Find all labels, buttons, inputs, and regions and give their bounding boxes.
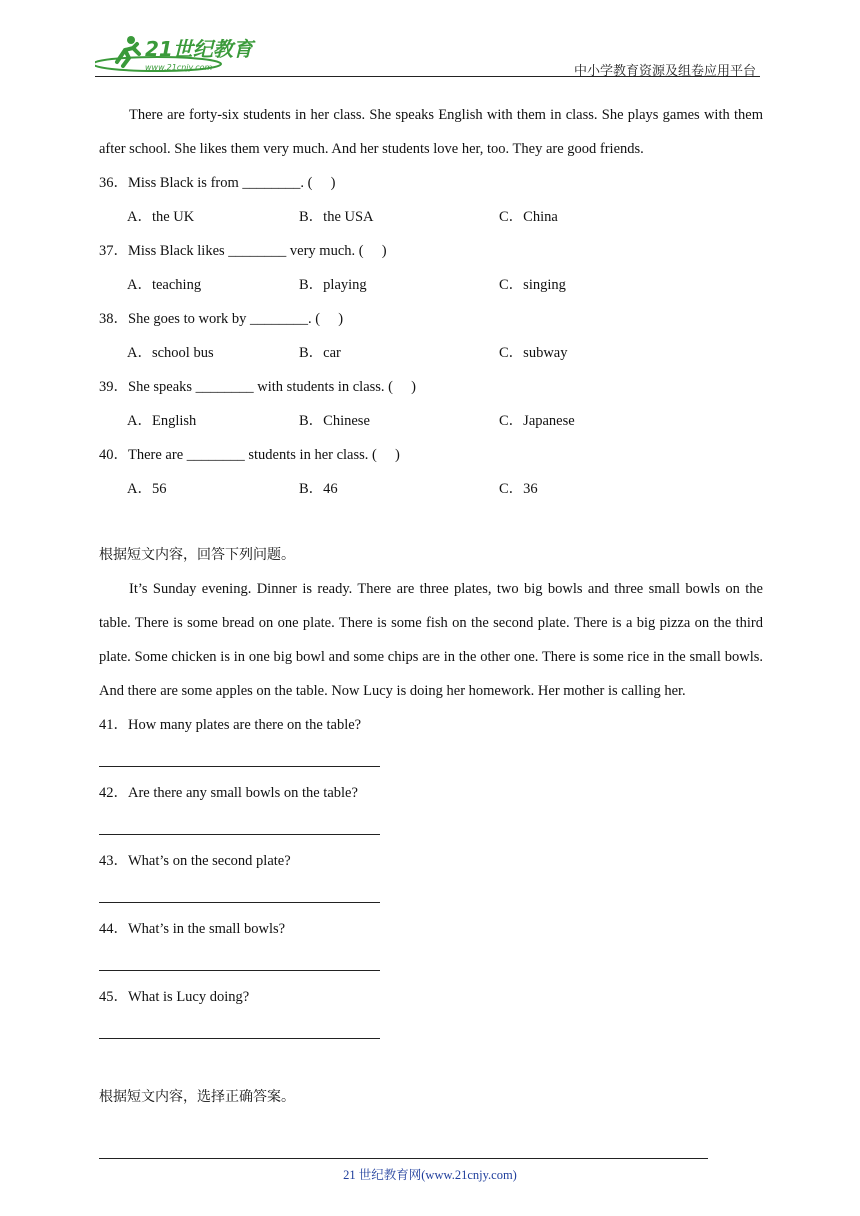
answer-line-45[interactable] xyxy=(99,1014,763,1048)
passage-1-tail: There are forty-six students in her class. She speaks English with them in class. She plays games with them after school. She likes them very much. And her students love her, too. They are good friends. xyxy=(99,107,763,157)
section-2-heading: 根据短文内容，回答下列问题。 xyxy=(99,547,295,563)
question-41: 41．How many plates are there on the table? xyxy=(99,717,362,733)
question-stem: 36．Miss Black is from ________. ( ) xyxy=(99,175,336,191)
options-row xyxy=(99,336,763,370)
platform-name: 中小学教育资源及组卷应用平台 xyxy=(573,64,756,79)
option-c: C．36 xyxy=(499,481,538,497)
header-rule xyxy=(95,76,760,77)
page-header xyxy=(95,32,760,78)
answer-line-43[interactable] xyxy=(99,878,763,912)
option-a: A．English xyxy=(127,413,197,429)
page-content xyxy=(99,98,763,1114)
passage-2: It’s Sunday evening. Dinner is ready. There are three plates, two big bowls and three small bowls on the table. There is some bread on one plate. There is some fish on the second plate. There is a big pizza on the third plate. Some chicken is in one big bowl and some chips are in the other one. There is some rice in the small bowls. And there are some apples on the table. Now Lucy is doing her homework. Her mother is calling her. xyxy=(99,581,763,699)
option-a: A．teaching xyxy=(127,277,202,293)
question-45: 45．What is Lucy doing? xyxy=(99,989,250,1005)
option-b: B．Chinese xyxy=(299,413,370,429)
answer-line-41[interactable] xyxy=(99,742,763,776)
option-a: A．the UK xyxy=(127,209,195,225)
question-44: 44．What’s in the small bowls? xyxy=(99,921,286,937)
section-3-heading: 根据短文内容，选择正确答案。 xyxy=(99,1089,295,1105)
options-row xyxy=(99,472,763,506)
question-37 xyxy=(99,234,763,302)
option-b: B．46 xyxy=(299,481,338,497)
answer-line-42[interactable] xyxy=(99,810,763,844)
question-39 xyxy=(99,370,763,438)
question-42: 42．Are there any small bowls on the table? xyxy=(99,785,358,801)
option-a: A．school bus xyxy=(127,345,214,361)
options-row xyxy=(99,200,763,234)
question-43: 43．What’s on the second plate? xyxy=(99,853,291,869)
section-gap xyxy=(99,506,763,538)
option-b: B．playing xyxy=(299,277,367,293)
options-row xyxy=(99,404,763,438)
option-b: B．the USA xyxy=(299,209,374,225)
answer-line-44[interactable] xyxy=(99,946,763,980)
question-stem: 39．She speaks ________ with students in class. ( ) xyxy=(99,379,416,395)
section-gap xyxy=(99,1048,763,1080)
logo-url: www.21cnjy.com xyxy=(145,63,213,72)
option-b: B．car xyxy=(299,345,341,361)
question-stem: 40．There are ________ students in her class. ( ) xyxy=(99,447,400,463)
question-stem: 38．She goes to work by ________. ( ) xyxy=(99,311,344,327)
footer-text: 21 世纪教育网(www.21cnjy.com) xyxy=(343,1168,517,1182)
logo-21cnjy xyxy=(95,32,265,76)
footer-rule xyxy=(99,1158,708,1159)
question-40 xyxy=(99,438,763,506)
logo-text: 21世纪教育 xyxy=(145,37,253,61)
options-row xyxy=(99,268,763,302)
option-c: C．China xyxy=(499,209,558,225)
option-c: C．singing xyxy=(499,277,566,293)
option-a: A．56 xyxy=(127,481,167,497)
option-c: C．subway xyxy=(499,345,568,361)
question-38 xyxy=(99,302,763,370)
question-36 xyxy=(99,166,763,234)
option-c: C．Japanese xyxy=(499,413,575,429)
question-stem: 37．Miss Black likes ________ very much. ( ) xyxy=(99,243,387,259)
